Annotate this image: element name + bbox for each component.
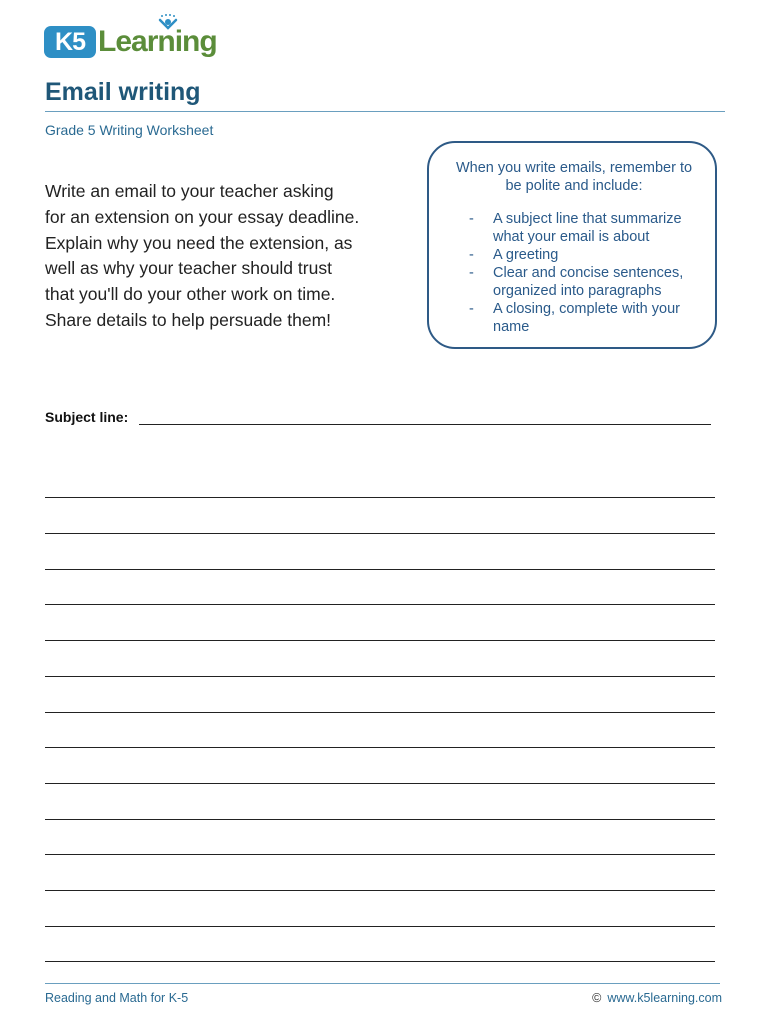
site-url[interactable]: www.k5learning.com <box>607 991 722 1005</box>
tip-text: Clear and concise sentences, organized into paragraphs <box>493 265 684 299</box>
tip-text: A subject line that summarize what your email is about <box>493 211 682 245</box>
tips-list <box>465 210 705 336</box>
writing-line[interactable] <box>45 533 715 534</box>
tips-box <box>427 141 717 349</box>
writing-line[interactable] <box>45 712 715 713</box>
k5-learning-logo <box>44 14 224 64</box>
writing-line[interactable] <box>45 854 715 855</box>
dash-bullet: - <box>469 265 474 281</box>
writing-line[interactable] <box>45 604 715 605</box>
tip-item <box>465 246 705 264</box>
logo-wordmark: Learning <box>98 25 217 58</box>
tip-item <box>465 300 705 336</box>
writing-line[interactable] <box>45 961 715 962</box>
dash-bullet: - <box>469 301 474 317</box>
writing-line[interactable] <box>45 819 715 820</box>
footer-tagline: Reading and Math for K-5 <box>45 991 189 1005</box>
subject-line-field[interactable] <box>139 424 711 425</box>
tips-intro: When you write emails, remember to be polite and include: <box>455 160 693 194</box>
writing-line[interactable] <box>45 747 715 748</box>
page-title: Email writing <box>45 78 201 106</box>
page-subtitle: Grade 5 Writing Worksheet <box>45 122 214 138</box>
writing-prompt: Write an email to your teacher asking for an extension on your essay deadline. Explain why you need the extension, as well as why your teacher should trust that you'll do your other work on time. Share details to help persuade them! <box>45 181 360 330</box>
logo-figure-icon <box>156 14 180 36</box>
writing-line[interactable] <box>45 676 715 677</box>
writing-line[interactable] <box>45 640 715 641</box>
writing-line[interactable] <box>45 497 715 498</box>
footer-divider <box>45 983 720 984</box>
dash-bullet: - <box>469 247 474 263</box>
tip-item <box>465 264 705 300</box>
header-divider <box>45 111 725 112</box>
writing-line[interactable] <box>45 926 715 927</box>
footer-site <box>592 990 722 1006</box>
dash-bullet: - <box>469 211 474 227</box>
tip-item <box>465 210 705 246</box>
logo-badge: K5 <box>44 26 96 58</box>
copyright-symbol: © <box>592 991 602 1005</box>
subject-line-label: Subject line: <box>45 409 129 425</box>
writing-line[interactable] <box>45 569 715 570</box>
tip-text: A greeting <box>493 247 559 263</box>
writing-line[interactable] <box>45 783 715 784</box>
writing-line[interactable] <box>45 890 715 891</box>
tip-text: A closing, complete with your name <box>493 301 680 335</box>
